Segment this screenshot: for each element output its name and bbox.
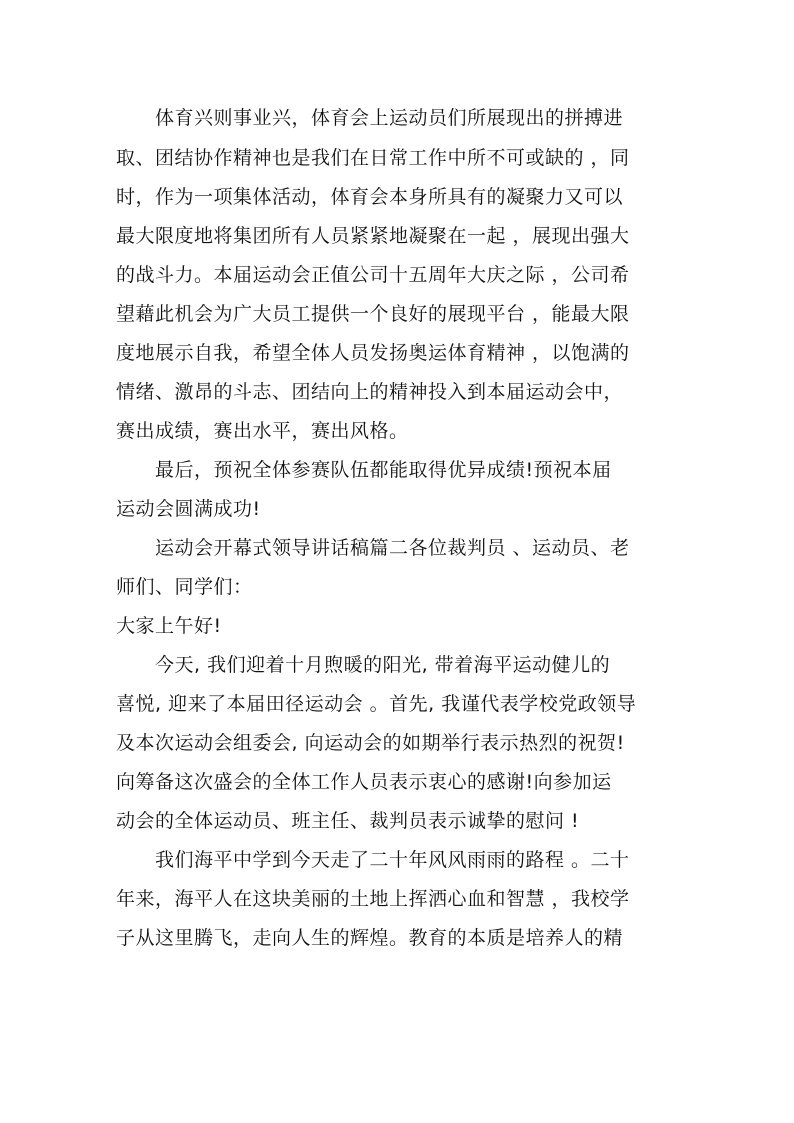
text-line: 时，作为一项集体活动，体育会本身所具有的凝聚力又可以 — [116, 186, 624, 208]
text-line: 大家上午好! — [116, 615, 222, 637]
text-line: 赛出成绩，赛出水平，赛出风格。 — [116, 420, 409, 442]
text-line: 的战斗力。本届运动会正值公司十五周年大庆之际 ，公司希 — [116, 264, 630, 286]
text-line: 动会的全体运动员、班主任、裁判员表示诚挚的慰问 ! — [116, 810, 580, 832]
text-line: 年来，海平人在这块美丽的土地上挥洒心血和智慧 ，我校学 — [116, 888, 630, 910]
text-line: 望藉此机会为广大员工提供一个良好的展现平台 ，能最大限 — [116, 303, 630, 325]
text-line: 及本次运动会组委会, 向运动会的如期举行表示热烈的祝贺! — [116, 732, 625, 754]
text-line: 取、团结协作精神也是我们在日常工作中所不可或缺的 ，同 — [116, 147, 630, 169]
text-line: 我们海平中学到今天走了二十年风风雨雨的路程 。二十 — [116, 849, 630, 871]
text-line: 体育兴则事业兴，体育会上运动员们所展现出的拼搏进 — [116, 107, 624, 129]
text-line: 向筹备这次盛会的全体工作人员表示衷心的感谢!向参加运 — [116, 771, 612, 793]
text-line: 度地展示自我，希望全体人员发扬奥运体育精神 ，以饱满的 — [116, 342, 630, 364]
text-line: 运动会圆满成功! — [116, 498, 261, 520]
text-line: 最大限度地将集团所有人员紧紧地凝聚在一起 ，展现出强大 — [116, 225, 630, 247]
text-line: 喜悦, 迎来了本届田径运动会 。首先, 我谨代表学校党政领导 — [116, 693, 637, 715]
text-line: 今天, 我们迎着十月煦暖的阳光, 带着海平运动健儿的 — [116, 654, 611, 676]
text-line: 子从这里腾飞，走向人生的辉煌。教育的本质是培养人的精 — [116, 927, 624, 949]
text-line: 运动会开幕式领导讲话稿篇二各位裁判员 、运动员、老 — [116, 537, 630, 559]
text-line: 最后，预祝全体参赛队伍都能取得优异成绩!预祝本届 — [116, 459, 612, 481]
text-line: 师们、同学们： — [116, 576, 253, 598]
text-line: 情绪、激昂的斗志、团结向上的精神投入到本届运动会中， — [116, 381, 624, 403]
